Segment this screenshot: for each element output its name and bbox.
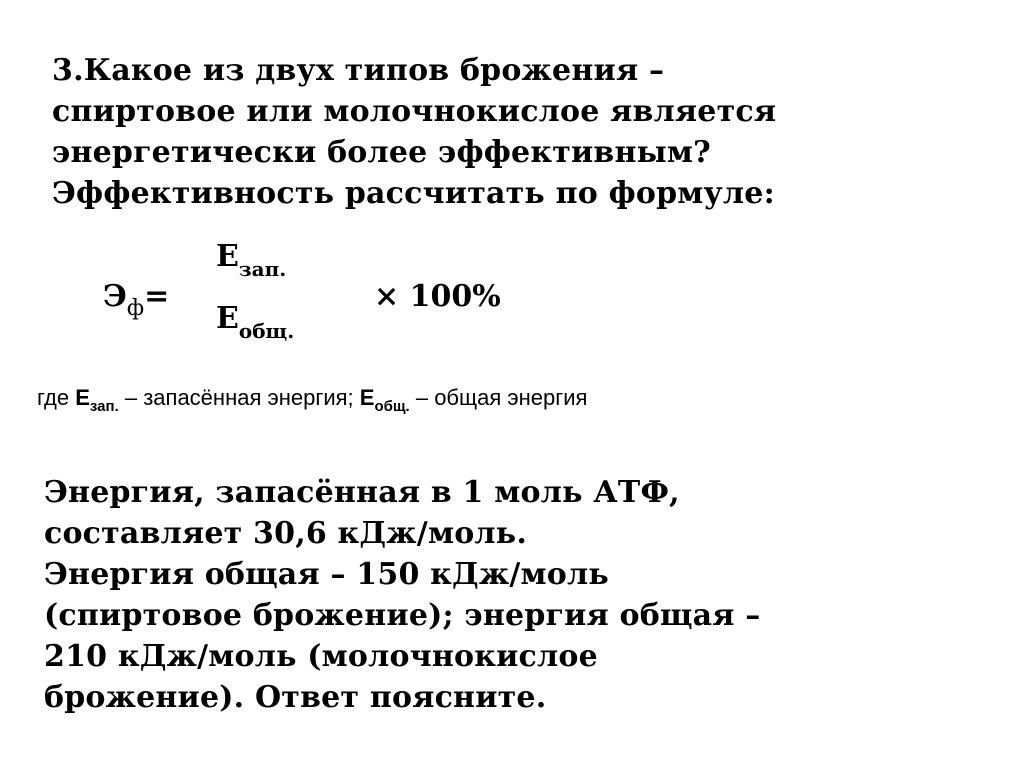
legend-e2-subscript: общ. — [374, 398, 410, 415]
answer-line: Энергия, запасённая в 1 моль АТФ, — [44, 475, 680, 510]
answer-line: составляет 30,6 кДж/моль. — [44, 516, 527, 551]
answer-line: брожение). Ответ поясните. — [44, 680, 547, 715]
formula-lhs-symbol: Э — [103, 279, 127, 314]
formula-equals: = — [144, 279, 170, 314]
answer-line: Энергия общая – 150 кДж/моль — [44, 557, 609, 592]
formula-numerator — [216, 239, 287, 281]
numerator-subscript: зап. — [238, 257, 287, 281]
formula-lhs-subscript: ф — [126, 296, 145, 321]
numerator-symbol: E — [216, 239, 239, 274]
answer-line: (спиртовое брожение); энергия общая – — [44, 598, 761, 633]
formula-multiplier: × 100% — [374, 279, 501, 314]
legend-e1-symbol: E — [75, 385, 90, 410]
energy-data-text — [44, 472, 994, 718]
question-line: Эффективность рассчитать по формуле: — [52, 176, 775, 211]
efficiency-formula — [0, 0, 1024, 360]
denominator-subscript: общ. — [238, 319, 295, 343]
legend-prefix: где — [37, 385, 76, 410]
formula-denominator — [216, 301, 295, 343]
formula-lhs — [103, 279, 170, 321]
legend-e1-subscript: зап. — [89, 398, 119, 415]
legend-e1-text: – запасённая энергия; — [118, 385, 360, 410]
answer-line: 210 кДж/моль (молочнокислое — [44, 639, 598, 674]
question-line: 3.Какое из двух типов брожения – — [52, 53, 665, 88]
formula-legend — [37, 382, 587, 417]
legend-e2-text: – общая энергия — [409, 385, 588, 410]
denominator-symbol: E — [216, 301, 239, 336]
legend-e2-symbol: E — [359, 385, 375, 410]
question-line: энергетически более эффективным? — [52, 135, 711, 170]
question-line: спиртовое или молочнокислое является — [52, 94, 777, 129]
